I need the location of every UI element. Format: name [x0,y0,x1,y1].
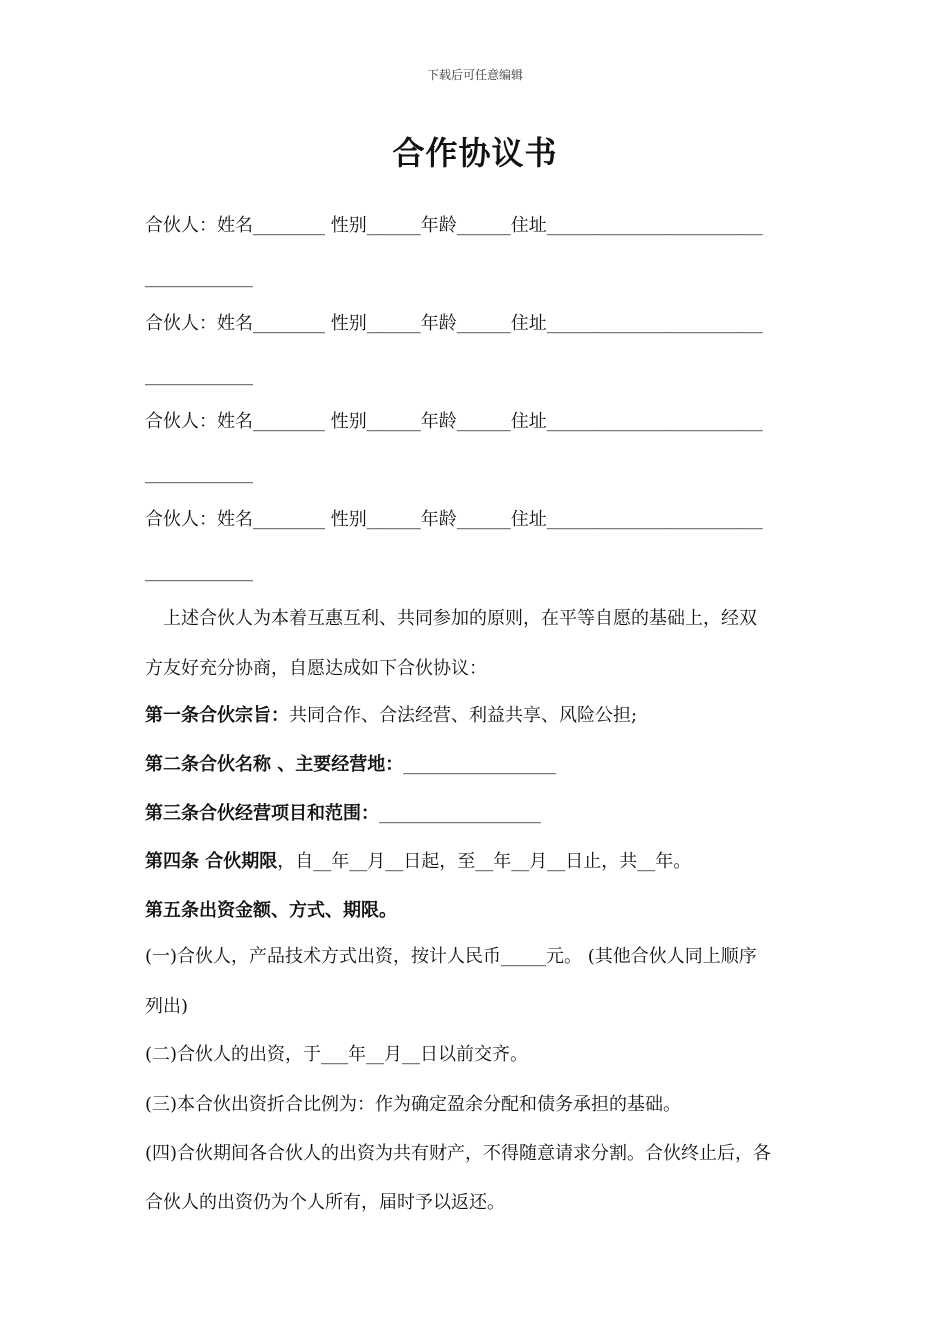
partner-line-4: 合伙人：姓名________ 性别______年龄______住址________________________ [145,509,763,530]
clause-1-line-1: (一)合伙人，产品技术方式出资，按计人民币_____元。 (其他合伙人同上顺序 [145,946,757,967]
partner-line-2-cont: ____________ [145,365,253,386]
article-1-label: 第一条合伙宗旨： [145,705,289,726]
article-4-text: ，自__年__月__日起，至__年__月__日止，共__年。 [277,851,692,872]
partner-line-2: 合伙人：姓名________ 性别______年龄______住址________________________ [145,313,763,334]
article-3-label: 第三条合伙经营项目和范围： [145,803,379,824]
clause-4-line-1: (四)合伙期间各合伙人的出资为共有财产，不得随意请求分割。合伙终止后，各 [145,1143,772,1164]
partner-line-3: 合伙人：姓名________ 性别______年龄______住址________________________ [145,411,763,432]
article-1-text: 共同合作、合法经营、利益共享、风险公担; [289,705,638,726]
partner-line-3-cont: ____________ [145,463,253,484]
intro-line-1: 上述合伙人为本着互惠互利、共同参加的原则，在平等自愿的基础上，经双 [163,608,757,629]
clause-1-line-2: 列出) [145,996,189,1017]
article-3-blank: __________________ [379,803,541,824]
intro-line-2: 方友好充分协商，自愿达成如下合伙协议： [145,658,487,679]
article-4 [145,850,810,874]
clause-4-line-2: 合伙人的出资仍为个人所有，届时予以返还。 [145,1192,505,1213]
article-5 [145,899,810,923]
partner-line-1: 合伙人：姓名________ 性别______年龄______住址________________________ [145,215,763,236]
article-1 [145,704,810,728]
article-2-label: 第二条合伙名称 、主要经营地： [145,754,404,775]
clause-2: (二)合伙人的出资，于___年__月__日以前交齐。 [145,1044,529,1065]
clause-3: (三)本合伙出资折合比例为：作为确定盈余分配和债务承担的基础。 [145,1094,682,1115]
partner-line-1-cont: ____________ [145,267,253,288]
article-3 [145,802,810,826]
header-note: 下载后可任意编辑 [426,68,523,82]
article-2 [145,753,810,777]
article-5-label: 第五条出资金额、方式、期限。 [145,900,397,921]
document-title: 合作协议书 [392,134,558,172]
partner-line-4-cont: ____________ [145,561,253,582]
article-2-blank: _________________ [403,754,557,775]
article-4-label: 第四条 合伙期限 [145,851,278,872]
